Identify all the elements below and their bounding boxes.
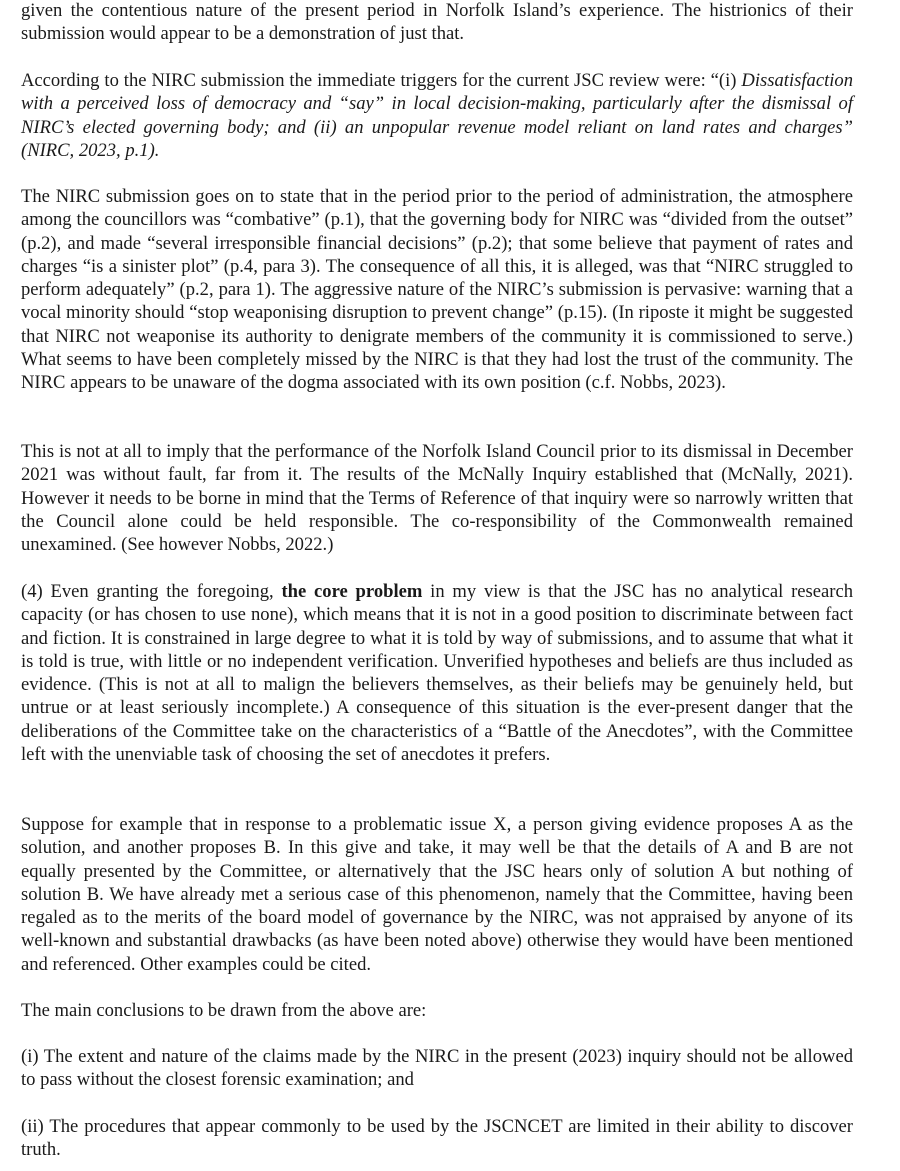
core-problem-emphasis: the core problem: [281, 581, 423, 602]
paragraph-core-problem-rest: in my view is that the JSC has no analytical research capacity (or has chosen to use none), which means that it is not in a good position to discriminate between fact and fiction. It is constrained in large degree to what it is told by way of submissions, and to assume that what it is told is true, with little or no independent verification. Unverified hypotheses and beliefs are thus included as evidence. (This is not at all to malign the believers themselves, as their beliefs may be genuinely held, but untrue or at least seriously incomplete.) A consequence of this situation is the ever-present danger that the deliberations of the Committee take on the characteristics of a “Battle of the Anecdotes”, with the Committee left with the unenviable task of choosing the set of anecdotes it prefers.: [21, 581, 854, 766]
conclusion-item-2: (ii) The procedures that appear commonly to be used by the JSCNCET are limited in their ability to discover truth.: [21, 1116, 853, 1161]
paragraph-nirc-submission: The NIRC submission goes on to state that in the period prior to the period of administration, the atmosphere among the councillors was “combative” (p.1), that the governing body for NIRC was “divided from the outset” (p.2), and made “several irresponsible financial decisions” (p.2); that some believe that payment of rates and charges “is a sinister plot” (p.4, para 3). The consequence of all this, it is alleged, was that “NIRC struggled to perform adequately” (p.2, para 1). The aggressive nature of the NIRC’s submission is pervasive: warning that a vocal minority should “stop weaponising disruption to prevent change” (p.15). (In riposte it might be suggested that NIRC not weaponise its authority to denigrate members of the community it is commissioned to serve.) What seems to have been completely missed by the NIRC is that they had lost the trust of the community. The NIRC appears to be unaware of the dogma associated with its own position (c.f. Nobbs, 2023).: [21, 186, 853, 394]
paragraph-core-problem-lead: (4) Even granting the foregoing,: [21, 581, 282, 602]
paragraph-triggers-lead: According to the NIRC submission the immediate triggers for the current JSC review were: “(i): [21, 70, 742, 91]
paragraph-triggers-quote: Dissatisfaction with a perceived loss of democracy and “say” in local decision-making, particularly after the dismissal of NIRC’s elected governing body; and (ii) an unpopular revenue model reliant on land rates and charges” (NIRC, 2023, p.1).: [21, 70, 853, 161]
paragraph-council-performance: This is not at all to imply that the performance of the Norfolk Island Council prior to its dismissal in December 2021 was without fault, far from it. The results of the McNally Inquiry established that (McNally, 2021). However it needs to be borne in mind that the Terms of Reference of that inquiry were so narrowly written that the Council alone could be held responsible. The co-responsibility of the Commonwealth remained unexamined. (See however Nobbs, 2022.): [21, 441, 853, 556]
paragraph-histrionics: given the contentious nature of the present period in Norfolk Island’s experience. The histrionics of their submission would appear to be a demonstration of just that.: [21, 0, 853, 45]
paragraph-triggers: [21, 69, 853, 162]
conclusion-item-1: (i) The extent and nature of the claims made by the NIRC in the present (2023) inquiry should not be allowed to pass without the closest forensic examination; and: [21, 1046, 853, 1091]
paragraph-core-problem: [21, 580, 853, 766]
paragraph-example: Suppose for example that in response to a problematic issue X, a person giving evidence proposes A as the solution, and another proposes B. In this give and take, it may well be that the details of A and B are not equally presented by the Committee, or alternatively that the JSC hears only of solution A but nothing of solution B. We have already met a serious case of this phenomenon, namely that the Committee, having been regaled as to the merits of the board model of governance by the NIRC, was not appraised by anyone of its well-known and substantial drawbacks (as have been noted above) otherwise they would have been mentioned and referenced. Other examples could be cited.: [21, 814, 853, 975]
paragraph-conclusions-intro: The main conclusions to be drawn from the above are:: [21, 1000, 427, 1021]
